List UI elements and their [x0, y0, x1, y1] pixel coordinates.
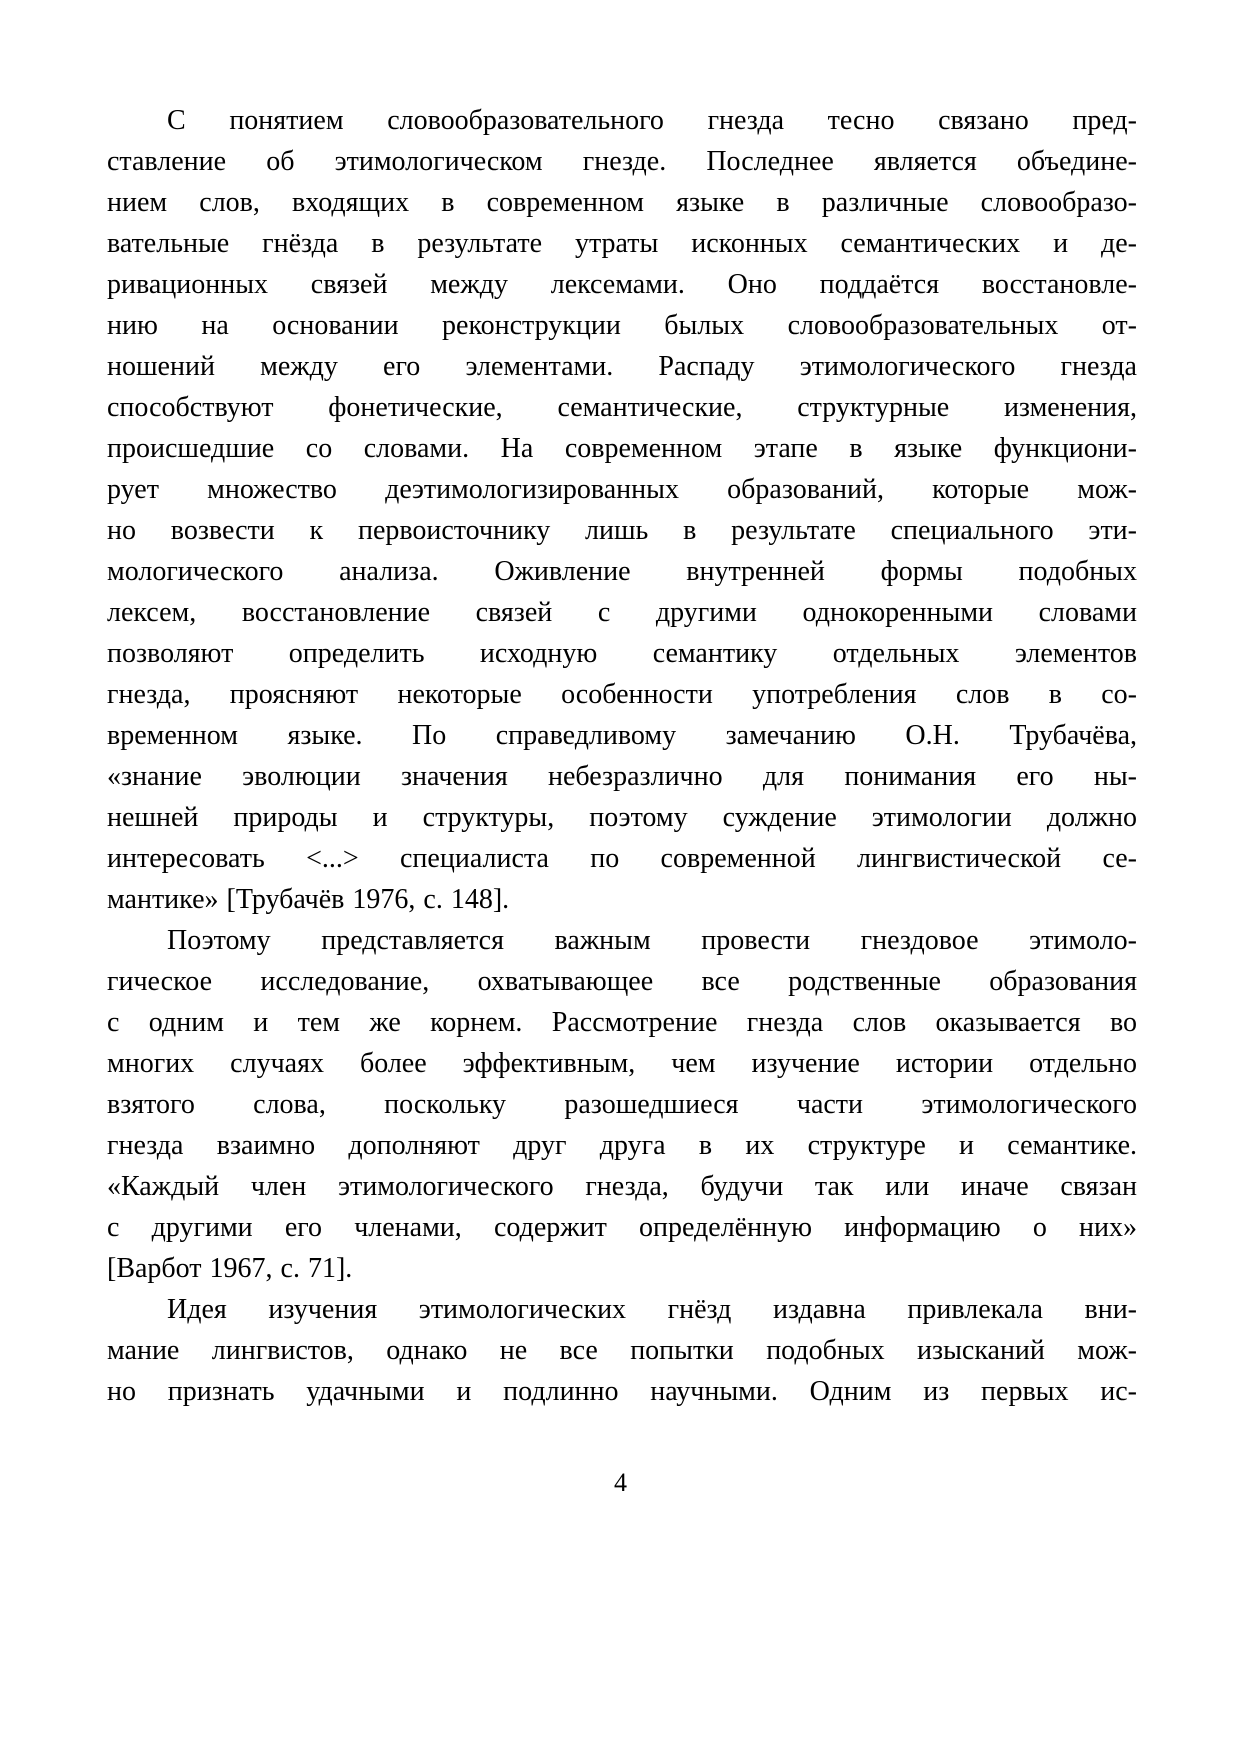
text-line: Поэтому представляется важным провести гнездовое этимоло- [167, 925, 1137, 956]
text-line: «знание эволюции значения небезразлично для понимания его ны- [107, 761, 1137, 792]
text-line: интересовать <...> специалиста по современной лингвистической се- [107, 843, 1137, 874]
text-line: мологического анализа. Оживление внутренней формы подобных [107, 556, 1137, 587]
text-line: гическое исследование, охватывающее все родственные образования [107, 966, 1137, 997]
text-line: взятого слова, поскольку разошедшиеся части этимологического [107, 1089, 1137, 1120]
text-line: нешней природы и структуры, поэтому суждение этимологии должно [107, 802, 1137, 833]
text-line: С понятием словообразовательного гнезда тесно связано пред- [167, 105, 1137, 136]
text-line: ношений между его элементами. Распаду этимологического гнезда [107, 351, 1137, 382]
text-line: но возвести к первоисточнику лишь в результате специального эти- [107, 515, 1137, 546]
page-number: 4 [614, 1468, 627, 1497]
text-line: ставление об этимологическом гнезде. Последнее является объедине- [107, 146, 1137, 177]
text-line: но признать удачными и подлинно научными. Одним из первых ис- [107, 1376, 1137, 1407]
paragraph [107, 920, 1137, 1289]
text-line: мание лингвистов, однако не все попытки подобных изысканий мож- [107, 1335, 1137, 1366]
text-line: лексем, восстановление связей с другими однокоренными словами [107, 597, 1137, 628]
text-line: происшедшие со словами. На современном этапе в языке функциони- [107, 433, 1137, 464]
text-line: с одним и тем же корнем. Рассмотрение гнезда слов оказывается во [107, 1007, 1137, 1038]
text-line: [Варбот 1967, с. 71]. [107, 1253, 353, 1284]
text-line: ривационных связей между лексемами. Оно поддаётся восстановле- [107, 269, 1137, 300]
paragraph [107, 100, 1137, 920]
text-line: «Каждый член этимологического гнезда, будучи так или иначе связан [107, 1171, 1137, 1202]
text-line: позволяют определить исходную семантику отдельных элементов [107, 638, 1137, 669]
text-line: с другими его членами, содержит определённую информацию о них» [107, 1212, 1137, 1243]
text-line: гнезда, проясняют некоторые особенности употребления слов в со- [107, 679, 1137, 710]
text-line: мантике» [Трубачёв 1976, с. 148]. [107, 884, 510, 915]
text-line: нием слов, входящих в современном языке в различные словообразо- [107, 187, 1137, 218]
text-line: рует множество деэтимологизированных образований, которые мож- [107, 474, 1137, 505]
text-line: способствуют фонетические, семантические, структурные изменения, [107, 392, 1137, 423]
text-line: нию на основании реконструкции былых словообразовательных от- [107, 310, 1137, 341]
body-text [107, 100, 1137, 1412]
text-line: вательные гнёзда в результате утраты исконных семантических и де- [107, 228, 1137, 259]
text-line: многих случаях более эффективным, чем изучение истории отдельно [107, 1048, 1137, 1079]
text-line: Идея изучения этимологических гнёзд издавна привлекала вни- [167, 1294, 1137, 1325]
paragraph [107, 1289, 1137, 1412]
text-line: гнезда взаимно дополняют друг друга в их структуре и семантике. [107, 1130, 1137, 1161]
text-line: временном языке. По справедливому замечанию О.Н. Трубачёва, [107, 720, 1137, 751]
